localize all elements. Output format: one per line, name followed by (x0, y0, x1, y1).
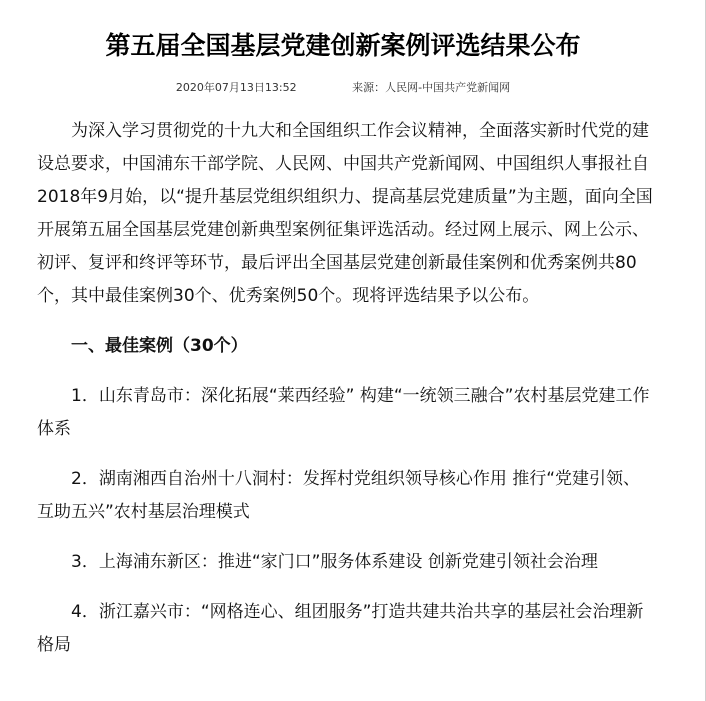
intro-paragraph: 为深入学习贯彻党的十九大和全国组织工作会议精神，全面落实新时代党的建设总要求，中国浦东干部学院、人民网、中国共产党新闻网、中国组织人事报社自2018年9月始，以“提升基层党组织组织力、提高基层党建质量”为主题，面向全国开展第五届全国基层党建创新典型案例征集评选活动。经过网上展示、网上公示、初评、复评和终评等环节，最后评出全国基层党建创新最佳案例和优秀案例共80个，其中最佳案例30个、优秀案例50个。现将评选结果予以公布。 (37, 121, 653, 306)
article-title: 第五届全国基层党建创新案例评选结果公布 (105, 31, 581, 60)
vertical-scrollbar[interactable] (686, 0, 706, 701)
case-item: 1．山东青岛市：深化拓展“莱西经验” 构建“一统领三融合”农村基层党建工作体系 (37, 386, 650, 439)
case-item: 3．上海浦东新区：推进“家门口”服务体系建设 创新党建引领社会治理 (71, 552, 598, 572)
case-item: 2．湖南湘西自治州十八洞村：发挥村党组织领导核心作用 推行“党建引领、互助五兴”农村基层治理模式 (37, 469, 641, 522)
section-heading: 一、最佳案例（30个） (71, 336, 248, 356)
case-item: 4．浙江嘉兴市：“网格连心、组团服务”打造共建共治共享的基层社会治理新格局 (37, 602, 644, 655)
article-source: 来源：人民网-中国共产党新闻网 (352, 81, 511, 94)
article-body (37, 115, 653, 679)
article-meta (0, 78, 686, 98)
publish-date: 2020年07月13日13:52 (175, 81, 297, 94)
